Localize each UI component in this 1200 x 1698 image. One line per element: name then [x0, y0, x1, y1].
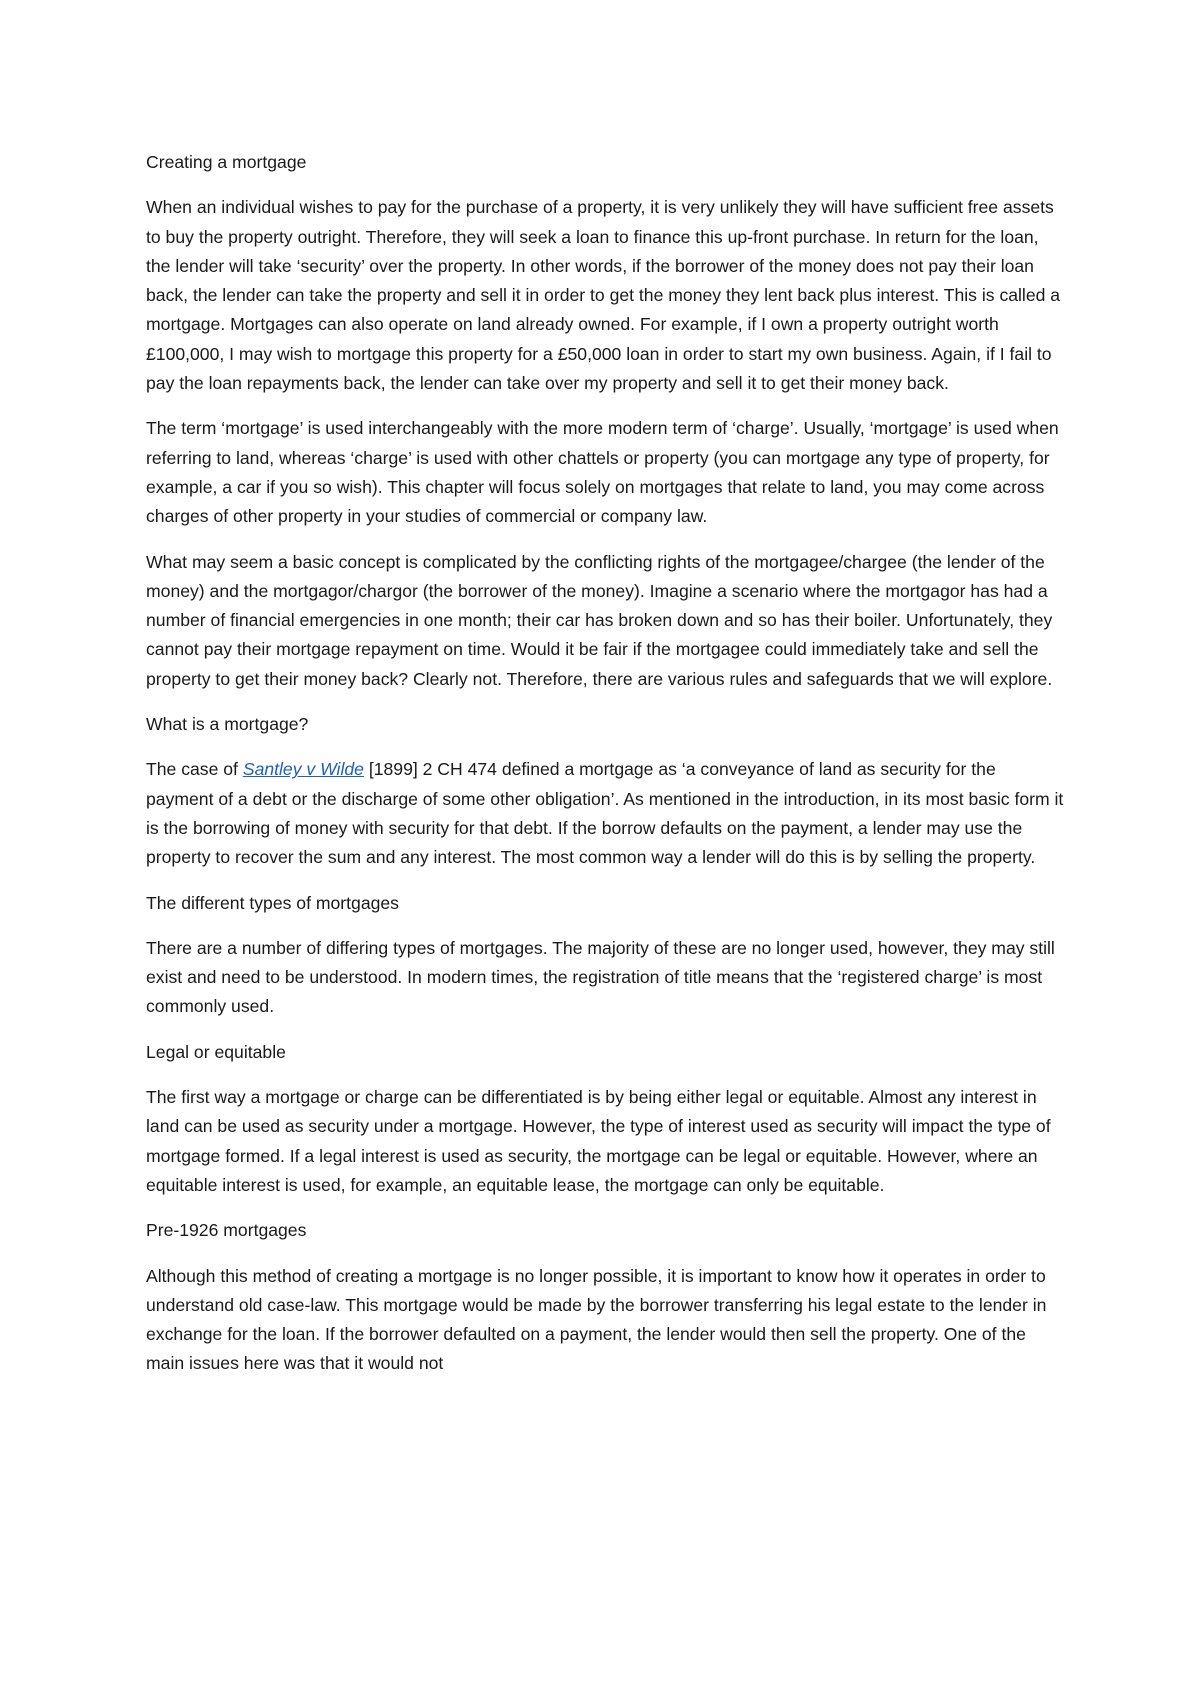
- paragraph-creating-2: The term ‘mortgage’ is used interchangeably with the more modern term of ‘charge’. Usually, ‘mortgage’ is used when referring to land, whereas ‘charge’ is used with other chattels or property (you can mortgage any type of property, for example, a car if you so wish). This chapter will focus solely on mortgages that relate to land, you may come across charges of other property in your studies of commercial or company law.: [146, 418, 1059, 527]
- section-heading-what-is: What is a mortgage?: [146, 714, 309, 735]
- document-body: [146, 148, 1066, 1395]
- case-link-santley-v-wilde[interactable]: Santley v Wilde: [242, 759, 364, 780]
- paragraph-what-is-rest: [1899] 2 CH 474 defined a mortgage as ‘a conveyance of land as security for the payment of a debt or the discharge of some other obligation’. As mentioned in the introduction, in its most basic form it is the borrowing of money with security for that debt. If the borrow defaults on the payment, a lender may use the property to recover the sum and any interest. The most common way a lender will do this is by selling the property.: [146, 759, 1064, 868]
- section-heading-creating: Creating a mortgage: [146, 152, 307, 172]
- paragraph-pre-1926-1: Although this method of creating a mortgage is no longer possible, it is important to know how it operates in order to understand old case-law. This mortgage would be made by the borrower transferring his legal estate to the lender in exchange for the loan. If the borrower defaulted on a payment, the lender would then sell the property. One of the main issues here was that it would not: [146, 1265, 1047, 1374]
- paragraph-legal-1: The first way a mortgage or charge can be differentiated is by being either legal or equitable. Almost any interest in land can be used as security under a mortgage. However, the type of interest used as security will impact the type of mortgage formed. If a legal interest is used as security, the mortgage can be legal or equitable. However, where an equitable interest is used, for example, an equitable lease, the mortgage can only be equitable.: [146, 1087, 1051, 1195]
- section-heading-legal: Legal or equitable: [146, 1041, 286, 1062]
- paragraph-what-is-1: [146, 755, 1066, 872]
- paragraph-creating-1: When an individual wishes to pay for the purchase of a property, it is very unlikely they will have sufficient free assets to buy the property outright. Therefore, they will seek a loan to finance this up-front purchase. In return for the loan, the lender will take ‘security’ over the property. In other words, if the borrower of the money does not pay their loan back, the lender can take the property and sell it in order to get the money they lent back plus interest. This is called a mortgage. Mortgages can also operate on land already owned. For example, if I own a property outright worth £100,000, I may wish to mortgage this property for a £50,000 loan in order to start my own business. Again, if I fail to pay the loan repayments back, the lender can take over my property and sell it to get their money back.: [146, 197, 1061, 394]
- section-heading-pre-1926: Pre-1926 mortgages: [146, 1220, 307, 1241]
- section-heading-types: The different types of mortgages: [146, 892, 399, 913]
- paragraph-what-is-intro: The case of: [146, 759, 243, 780]
- paragraph-types-1: There are a number of differing types of mortgages. The majority of these are no longer used, however, they may still exist and need to be understood. In modern times, the registration of title means that the ‘registered charge’ is most commonly used.: [146, 937, 1055, 1017]
- paragraph-creating-3: What may seem a basic concept is complicated by the conflicting rights of the mortgagee/chargee (the lender of the money) and the mortgagor/chargor (the borrower of the money). Imagine a scenario where the mortgagor has had a number of financial emergencies in one month; their car has broken down and so has their boiler. Unfortunately, they cannot pay their mortgage repayment on time. Would it be fair if the mortgagee could immediately take and sell the property to get their money back? Clearly not. Therefore, there are various rules and safeguards that we will explore.: [146, 551, 1053, 689]
